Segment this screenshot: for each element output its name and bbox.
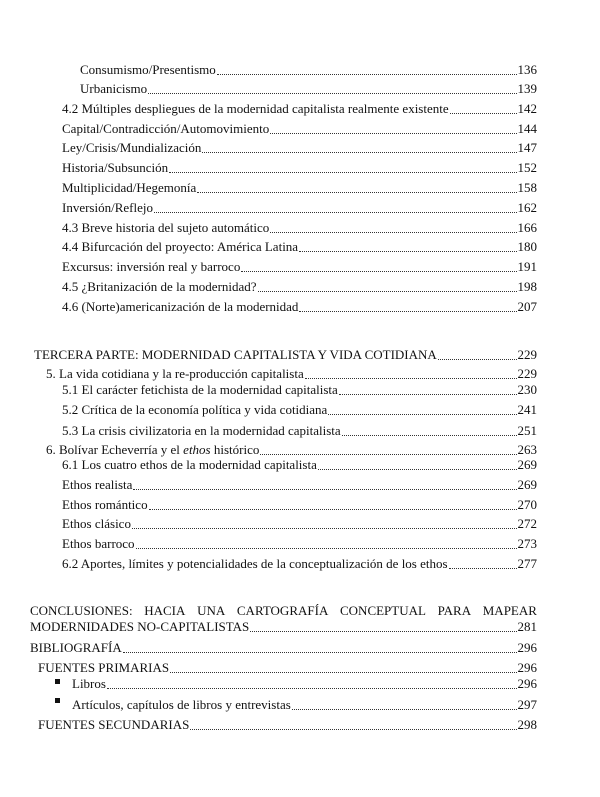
toc-entry[interactable] — [62, 160, 537, 176]
toc-entry-page: 158 — [517, 180, 537, 195]
conclusions-word: PARA — [437, 603, 472, 618]
toc-entry-label: 4.2 Múltiples despliegues de la modernidad capitalista realmente existente — [62, 101, 449, 116]
toc-entry-page: 136 — [517, 62, 537, 77]
toc-entry-page: 139 — [517, 81, 537, 96]
toc-entry-page: 191 — [517, 259, 537, 274]
toc-entry-label: FUENTES SECUNDARIAS — [38, 717, 190, 732]
bullet-icon — [55, 679, 60, 684]
toc-entry[interactable] — [38, 660, 537, 676]
toc-entry-page: 229 — [517, 347, 537, 362]
conclusions-word: UNA — [197, 603, 226, 618]
toc-entry-label — [46, 442, 259, 458]
toc-entry-page: 229 — [517, 366, 537, 381]
conclusions-word: CARTOGRAFÍA — [236, 603, 329, 618]
toc-entry-label: Ethos realista — [62, 477, 133, 492]
toc-entry-page: 263 — [517, 442, 537, 457]
dot-leader — [107, 684, 517, 689]
toc-entry-page: 198 — [517, 279, 537, 294]
dot-leader — [438, 355, 517, 360]
toc-entry-page: 272 — [517, 516, 537, 531]
toc-entry[interactable] — [62, 299, 537, 315]
toc-entry[interactable] — [62, 402, 537, 418]
dot-leader — [123, 648, 517, 653]
toc-entry-page: 273 — [517, 536, 537, 551]
toc-entry-label: 4.6 (Norte)americanización de la modernidad — [62, 299, 299, 314]
toc-entry-page: 251 — [517, 423, 537, 438]
toc-entry[interactable] — [46, 442, 537, 458]
dot-leader — [133, 485, 516, 490]
bibliography-title: BIBLIOGRAFÍA — [30, 640, 122, 655]
toc-entry-page: 269 — [517, 477, 537, 492]
toc-entry-label: 6.1 Los cuatro ethos de la modernidad capitalista — [62, 457, 317, 472]
dot-leader — [241, 267, 516, 272]
toc-entry-label: Ethos barroco — [62, 536, 135, 551]
toc-entry-label: Libros — [72, 676, 106, 691]
dot-leader — [318, 465, 517, 470]
toc-entry-label: 6.2 Aportes, límites y potencialidades de la conceptualización de los ethos — [62, 556, 448, 571]
dot-leader — [217, 70, 517, 75]
toc-entry-label: 4.5 ¿Britanización de la modernidad? — [62, 279, 257, 294]
toc-entry-label: 5.1 El carácter fetichista de la modernidad capitalista — [62, 382, 338, 397]
toc-entry[interactable] — [80, 62, 537, 78]
toc-entry-page: 281 — [517, 619, 537, 634]
toc-entry-label-post: histórico — [210, 442, 260, 457]
toc-entry-page: 166 — [517, 220, 537, 235]
dot-leader — [258, 287, 517, 292]
toc-entry[interactable] — [62, 101, 537, 117]
toc-entry[interactable] — [62, 457, 537, 473]
toc-entry-page: 180 — [517, 239, 537, 254]
conclusions-title-line — [30, 603, 537, 619]
dot-leader — [190, 725, 516, 730]
toc-entry[interactable] — [46, 366, 537, 382]
toc-entry-label: 5.2 Crítica de la economía política y vida cotidiana — [62, 402, 328, 417]
toc-conclusions[interactable] — [30, 603, 537, 635]
toc-entry-label: Capital/Contradicción/Automovimiento — [62, 121, 270, 136]
toc-entry-label: Consumismo/Presentismo — [80, 62, 216, 77]
toc-entry-label: 4.4 Bifurcación del proyecto: América Latina — [62, 239, 299, 254]
toc-entry-label: 5. La vida cotidiana y la re-producción capitalista — [46, 366, 304, 381]
toc-entry-page: 142 — [517, 101, 537, 116]
toc-entry-page: 296 — [517, 660, 537, 675]
toc-entry[interactable] — [62, 259, 537, 275]
toc-entry[interactable] — [62, 279, 537, 295]
toc-entry[interactable] — [72, 676, 537, 692]
toc-entry[interactable] — [72, 697, 537, 713]
dot-leader — [136, 544, 517, 549]
conclusions-word: MAPEAR — [482, 603, 537, 618]
toc-entry-page: 270 — [517, 497, 537, 512]
toc-entry-label: 4.3 Breve historia del sujeto automático — [62, 220, 270, 235]
toc-entry-label: Historia/Subsunción — [62, 160, 169, 175]
toc-entry[interactable] — [62, 239, 537, 255]
toc-entry-page: 207 — [517, 299, 537, 314]
toc-entry-page: 241 — [517, 402, 537, 417]
toc-entry-label: 5.3 La crisis civilizatoria en la modernidad capitalista — [62, 423, 341, 438]
conclusions-word: HACIA — [144, 603, 186, 618]
toc-entry[interactable] — [62, 121, 537, 137]
toc-entry-label: Ley/Crisis/Mundialización — [62, 140, 202, 155]
dot-leader — [260, 450, 516, 455]
toc-entry[interactable] — [62, 140, 537, 156]
toc-entry[interactable] — [62, 497, 537, 513]
toc-entry-label: FUENTES PRIMARIAS — [38, 660, 170, 675]
toc-entry-page: 152 — [517, 160, 537, 175]
dot-leader — [342, 431, 517, 436]
toc-entry[interactable] — [62, 220, 537, 236]
conclusions-subtitle: MODERNIDADES NO-CAPITALISTAS — [30, 619, 250, 634]
conclusions-word: CONCEPTUAL — [340, 603, 426, 618]
toc-part-title: TERCERA PARTE: MODERNIDAD CAPITALISTA Y VIDA COTIDIANA — [34, 347, 437, 362]
dot-leader — [299, 247, 516, 252]
dot-leader — [250, 627, 516, 632]
dot-leader — [202, 148, 516, 153]
toc-entry-page: 144 — [517, 121, 537, 136]
toc-entry-page: 147 — [517, 140, 537, 155]
dot-leader — [197, 188, 516, 193]
toc-bibliography[interactable] — [30, 640, 537, 656]
dot-leader — [328, 410, 516, 415]
toc-entry-label: Excursus: inversión real y barroco — [62, 259, 241, 274]
dot-leader — [170, 668, 516, 673]
toc-entry-page: 277 — [517, 556, 537, 571]
dot-leader — [169, 168, 516, 173]
toc-entry-page: 297 — [517, 697, 537, 712]
toc-entry[interactable] — [62, 423, 537, 439]
dot-leader — [305, 374, 517, 379]
toc-entry-label: Inversión/Reflejo — [62, 200, 153, 215]
toc-entry[interactable] — [80, 81, 537, 97]
toc-entry[interactable] — [62, 200, 537, 216]
toc-entry[interactable] — [62, 382, 537, 398]
toc-entry-label: Artículos, capítulos de libros y entrevistas — [72, 697, 291, 712]
toc-part-three-heading[interactable] — [34, 347, 537, 363]
toc-entry-label-em: ethos — [183, 442, 211, 457]
bullet-icon — [55, 698, 60, 703]
dot-leader — [270, 228, 516, 233]
dot-leader — [450, 109, 517, 114]
toc-entry-page: 298 — [517, 717, 537, 732]
dot-leader — [132, 524, 517, 529]
toc-entry[interactable] — [62, 180, 537, 196]
toc-entry[interactable] — [62, 536, 537, 552]
toc-entry-label: Ethos clásico — [62, 516, 131, 531]
dot-leader — [270, 129, 516, 134]
conclusions-second-line — [30, 619, 537, 635]
dot-leader — [299, 307, 516, 312]
toc-entry[interactable] — [62, 516, 537, 532]
toc-entry-page: 269 — [517, 457, 537, 472]
conclusions-word: CONCLUSIONES: — [30, 603, 133, 618]
toc-entry[interactable] — [62, 477, 537, 493]
dot-leader — [449, 564, 517, 569]
toc-entry[interactable] — [62, 556, 537, 572]
toc-entry[interactable] — [38, 717, 537, 733]
toc-entry-page: 296 — [517, 640, 537, 655]
toc-entry-page: 230 — [517, 382, 537, 397]
dot-leader — [148, 89, 516, 94]
dot-leader — [339, 390, 517, 395]
toc-entry-page: 296 — [517, 676, 537, 691]
toc-entry-label: Multiplicidad/Hegemonía — [62, 180, 197, 195]
toc-entry-label-pre: 6. Bolívar Echeverría y el — [46, 442, 184, 457]
toc-entry-page: 162 — [517, 200, 537, 215]
toc-entry-label: Ethos romántico — [62, 497, 148, 512]
dot-leader — [292, 705, 517, 710]
dot-leader — [149, 505, 517, 510]
toc-entry-label: Urbanicismo — [80, 81, 148, 96]
dot-leader — [154, 208, 517, 213]
